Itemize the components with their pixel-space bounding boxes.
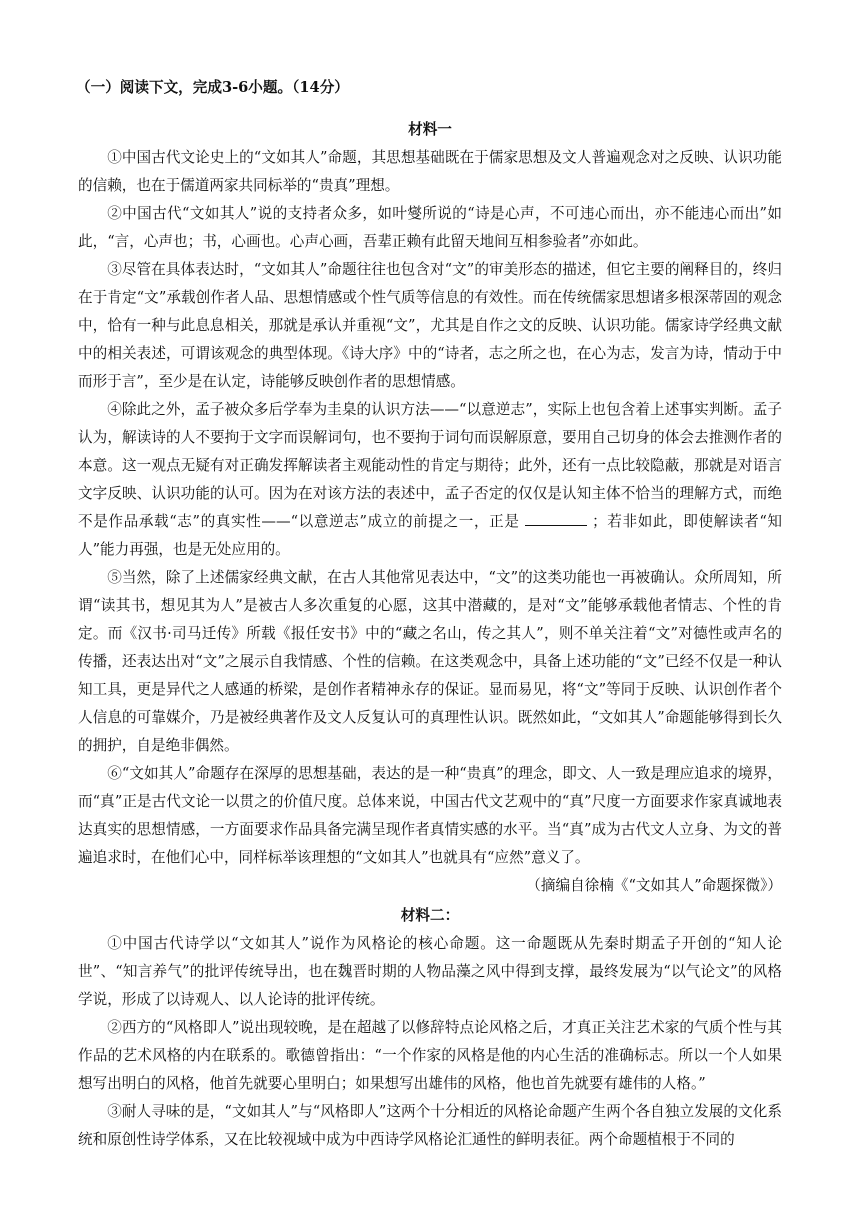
answer-blank (525, 509, 587, 526)
paragraph-4-text-before-blank: ④除此之外，孟子被众多后学奉为圭臬的认识方法——“以意逆志”，实际上也包含着上述事实判断。孟子认为，解读诗的人不要拘于文字而误解词句，也不要拘于词句而误解原意，要用自己切身的体会去推测作者的本意。这一观点无疑有对正确发挥解读者主观能动性的肯定与期待；此外，还有一点比较隐蔽，那就是对语言文字反映、认识功能的认可。因为在对该方法的表述中，孟子否定的仅仅是认知主体不恰当的理解方式，而绝不是作品承载“志”的真实性——“以意逆志”成立的前提之一，正是 (78, 401, 782, 530)
material-two-paragraph-3: ③耐人寻味的是，“文如其人”与“风格即人”这两个十分相近的风格论命题产生两个各自独立发展的文化系统和原创性诗学体系，又在比较视域中成为中西诗学风格论汇通性的鲜明表征。两个命题植根于不同的 (78, 1103, 782, 1148)
material-one-paragraph-6: ⑥“文如其人”命题存在深厚的思想基础，表达的是一种“贵真”的理念，即文、人一致是理应追求的境界，而“真”正是古代文论一以贯之的价值尺度。总体来说，中国古代文艺观中的“真”尺度一方面要求作家真诚地表达真实的思想情感，一方面要求作品具备完满呈现作者真情实感的水平。当“真”成为古代文人立身、为文的普遍追求时，在他们心中，同样标举该理想的“文如其人”也就具有“应然”意义了。 (78, 765, 782, 866)
material-one-source: （摘编自徐楠《“文如其人”命题探微》） (526, 877, 782, 894)
material-one-paragraph-1: ①中国古代文论史上的“文如其人”命题，其思想基础既在于儒家思想及文人普遍观念对之反映、认识功能的信赖，也在于儒道两家共同标举的“贵真”理想。 (78, 149, 782, 194)
paragraph-4-text-after-blank: ；若非如此，即使解读者“知人”能力再强，也是无处应用的。 (78, 513, 782, 558)
material-one-paragraph-2: ②中国古代“文如其人”说的支持者众多，如叶燮所说的“诗是心声，不可违心而出，亦不能违心而出”如此，“言，心声也；书，心画也。心声心画，吾辈正赖有此留天地间互相参验者”亦如此。 (78, 205, 782, 250)
material-one-heading: 材料一 (408, 121, 452, 138)
material-two-heading: 材料二： (400, 907, 460, 924)
material-two-paragraph-2: ②西方的“风格即人”说出现较晚，是在超越了以修辞特点论风格之后，才真正关注艺术家的气质个性与其作品的艺术风格的内在联系的。歌德曾指出：“一个作家的风格是他的内心生活的准确标志。所以一个人如果想写出明白的风格，他首先就要心里明白；如果想写出雄伟的风格，他也首先就要有雄伟的人格。” (78, 1019, 782, 1092)
material-one-paragraph-5: ⑤当然，除了上述儒家经典文献，在古人其他常见表达中，“文”的这类功能也一再被确认。众所周知，所谓“读其书，想见其为人”是被古人多次重复的心愿，这其中潜藏的，是对“文”能够承载他者情志、个性的肯定。而《汉书·司马迁传》所载《报任安书》中的“藏之名山，传之其人”，则不单关注着“文”对德性或声名的传播，还表达出对“文”之展示自我情感、个性的信赖。在这类观念中，具备上述功能的“文”已经不仅是一种认知工具，更是异代之人感通的桥梁，是创作者精神永存的保证。显而易见，将“文”等同于反映、认识创作者个人信息的可靠媒介，乃是被经典著作及文人反复认可的真理性认识。既然如此，“文如其人”命题能够得到长久的拥护，自是绝非偶然。 (78, 569, 782, 754)
material-one-paragraph-4 (78, 396, 782, 564)
material-two-paragraph-1: ①中国古代诗学以“文如其人”说作为风格论的核心命题。这一命题既从先秦时期孟子开创的“知人论世”、“知言养气”的批评传统导出，也在魏晋时期的人物品藻之风中得到支撑，最终发展为“以气论文”的风格学说，形成了以诗观人、以人论诗的批评传统。 (78, 935, 782, 1008)
section-title: （一）阅读下文，完成3-6小题。（14分） (76, 79, 349, 96)
material-one-paragraph-3: ③尽管在具体表达时，“文如其人”命题往往也包含对“文”的审美形态的描述，但它主要的阐释目的，终归在于肯定“文”承载创作者人品、思想情感或个性气质等信息的有效性。而在传统儒家思想诸多根深蒂固的观念中，恰有一种与此息息相关，那就是承认并重视“文”，尤其是自作之文的反映、认识功能。儒家诗学经典文献中的相关表述，可谓该观念的典型体现。《诗大序》中的“诗者，志之所之也，在心为志，发言为诗，情动于中而形于言”，至少是在认定，诗能够反映创作者的思想情感。 (78, 261, 782, 390)
